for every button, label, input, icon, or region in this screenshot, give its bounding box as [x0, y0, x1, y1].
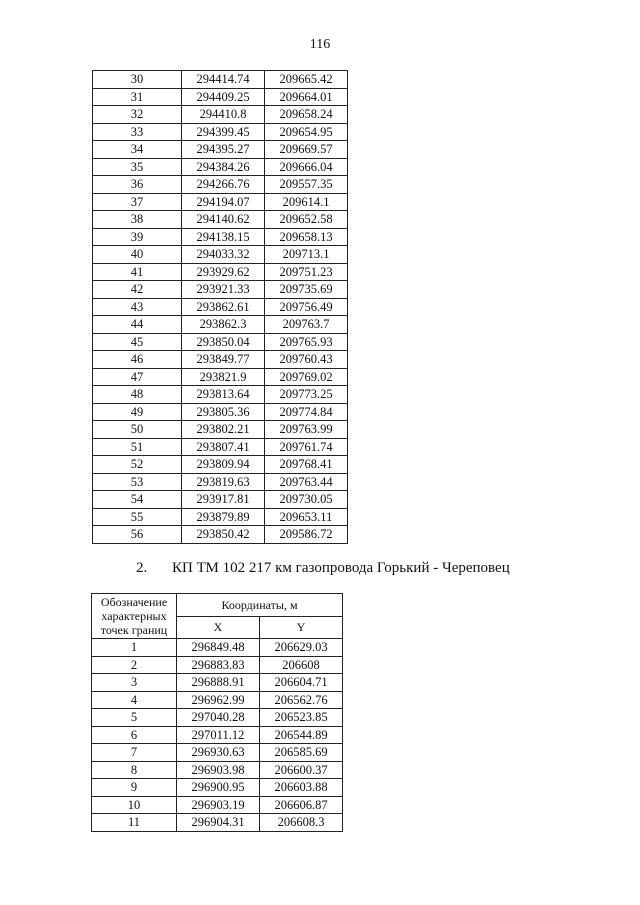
- x-coordinate-cell: 293809.94: [182, 456, 265, 474]
- y-coordinate-cell: 209654.95: [265, 123, 348, 141]
- y-coordinate-cell: 206600.37: [260, 761, 343, 779]
- y-coordinate-cell: 209761.74: [265, 438, 348, 456]
- table-row: [93, 316, 348, 334]
- point-number-cell: 40: [93, 246, 182, 264]
- x-coordinate-cell: 293821.9: [182, 368, 265, 386]
- point-number-cell: 45: [93, 333, 182, 351]
- table-row: [93, 456, 348, 474]
- table-row: [92, 639, 343, 657]
- point-number-cell: 39: [93, 228, 182, 246]
- header-coordinates: Координаты, м: [177, 594, 343, 617]
- point-number-cell: 3: [92, 674, 177, 692]
- point-number-cell: 31: [93, 88, 182, 106]
- section-title: КП ТМ 102 217 км газопровода Горький - Череповец: [172, 560, 510, 576]
- x-coordinate-cell: 294266.76: [182, 176, 265, 194]
- point-number-cell: 50: [93, 421, 182, 439]
- x-coordinate-cell: 297040.28: [177, 709, 260, 727]
- y-coordinate-cell: 209769.02: [265, 368, 348, 386]
- x-coordinate-cell: 294194.07: [182, 193, 265, 211]
- y-coordinate-cell: 206562.76: [260, 691, 343, 709]
- point-number-cell: 48: [93, 386, 182, 404]
- y-coordinate-cell: 209658.24: [265, 106, 348, 124]
- y-coordinate-cell: 209665.42: [265, 71, 348, 89]
- x-coordinate-cell: 293807.41: [182, 438, 265, 456]
- table-row: [93, 526, 348, 544]
- point-number-cell: 54: [93, 491, 182, 509]
- point-number-cell: 5: [92, 709, 177, 727]
- header-y: Y: [260, 616, 343, 639]
- point-number-cell: 10: [92, 796, 177, 814]
- y-coordinate-cell: 209664.01: [265, 88, 348, 106]
- point-number-cell: 37: [93, 193, 182, 211]
- x-coordinate-cell: 294409.25: [182, 88, 265, 106]
- table-row: [93, 193, 348, 211]
- table-row: [93, 246, 348, 264]
- point-number-cell: 30: [93, 71, 182, 89]
- x-coordinate-cell: 294033.32: [182, 246, 265, 264]
- y-coordinate-cell: 206585.69: [260, 744, 343, 762]
- y-coordinate-cell: 209763.99: [265, 421, 348, 439]
- x-coordinate-cell: 293802.21: [182, 421, 265, 439]
- x-coordinate-cell: 296900.95: [177, 779, 260, 797]
- y-coordinate-cell: 209768.41: [265, 456, 348, 474]
- section-number: 2.: [136, 560, 148, 576]
- y-coordinate-cell: 209658.13: [265, 228, 348, 246]
- table-row: [92, 726, 343, 744]
- x-coordinate-cell: 294399.45: [182, 123, 265, 141]
- y-coordinate-cell: 206608.3: [260, 814, 343, 832]
- point-number-cell: 46: [93, 351, 182, 369]
- y-coordinate-cell: 206523.85: [260, 709, 343, 727]
- table-row: [93, 368, 348, 386]
- table-row: [93, 88, 348, 106]
- point-number-cell: 8: [92, 761, 177, 779]
- point-number-cell: 4: [92, 691, 177, 709]
- x-coordinate-cell: 296903.98: [177, 761, 260, 779]
- y-coordinate-cell: 209763.7: [265, 316, 348, 334]
- table-row: [93, 508, 348, 526]
- point-number-cell: 52: [93, 456, 182, 474]
- header-x: X: [177, 616, 260, 639]
- y-coordinate-cell: 209760.43: [265, 351, 348, 369]
- table-row: [93, 298, 348, 316]
- table-row: [92, 691, 343, 709]
- table-row: [93, 351, 348, 369]
- y-coordinate-cell: 209765.93: [265, 333, 348, 351]
- table-row: [92, 656, 343, 674]
- table-row: [92, 761, 343, 779]
- table-row: [93, 473, 348, 491]
- table-row: [93, 211, 348, 229]
- y-coordinate-cell: 206606.87: [260, 796, 343, 814]
- x-coordinate-cell: 293850.42: [182, 526, 265, 544]
- header-points: Обозначение характерных точек границ: [92, 594, 177, 639]
- table-row: [92, 744, 343, 762]
- point-number-cell: 44: [93, 316, 182, 334]
- y-coordinate-cell: 209653.11: [265, 508, 348, 526]
- coordinates-table-body: [92, 639, 343, 832]
- table-row: [93, 263, 348, 281]
- x-coordinate-cell: 293929.62: [182, 263, 265, 281]
- y-coordinate-cell: 209557.35: [265, 176, 348, 194]
- y-coordinate-cell: 206544.89: [260, 726, 343, 744]
- x-coordinate-cell: 294384.26: [182, 158, 265, 176]
- table-row: [93, 438, 348, 456]
- x-coordinate-cell: 293813.64: [182, 386, 265, 404]
- point-number-cell: 47: [93, 368, 182, 386]
- point-number-cell: 36: [93, 176, 182, 194]
- y-coordinate-cell: 209730.05: [265, 491, 348, 509]
- y-coordinate-cell: 209774.84: [265, 403, 348, 421]
- y-coordinate-cell: 206603.88: [260, 779, 343, 797]
- point-number-cell: 49: [93, 403, 182, 421]
- x-coordinate-cell: 293805.36: [182, 403, 265, 421]
- y-coordinate-cell: 209763.44: [265, 473, 348, 491]
- x-coordinate-cell: 296903.19: [177, 796, 260, 814]
- table-row: [93, 158, 348, 176]
- x-coordinate-cell: 293917.81: [182, 491, 265, 509]
- point-number-cell: 35: [93, 158, 182, 176]
- table-row: [93, 141, 348, 159]
- x-coordinate-cell: 293849.77: [182, 351, 265, 369]
- y-coordinate-cell: 209614.1: [265, 193, 348, 211]
- x-coordinate-cell: 294414.74: [182, 71, 265, 89]
- y-coordinate-cell: 206604.71: [260, 674, 343, 692]
- point-number-cell: 11: [92, 814, 177, 832]
- table-row: [93, 228, 348, 246]
- x-coordinate-cell: 296962.99: [177, 691, 260, 709]
- table-row: [93, 403, 348, 421]
- table-row: [93, 421, 348, 439]
- x-coordinate-cell: 296849.48: [177, 639, 260, 657]
- x-coordinate-cell: 296904.31: [177, 814, 260, 832]
- y-coordinate-cell: 209713.1: [265, 246, 348, 264]
- point-number-cell: 33: [93, 123, 182, 141]
- coordinates-table-body: [93, 71, 348, 544]
- table-row: [93, 333, 348, 351]
- section-heading: [136, 560, 510, 577]
- x-coordinate-cell: 297011.12: [177, 726, 260, 744]
- point-number-cell: 38: [93, 211, 182, 229]
- table-row: [93, 281, 348, 299]
- table-row: [92, 674, 343, 692]
- point-number-cell: 34: [93, 141, 182, 159]
- y-coordinate-cell: 206608: [260, 656, 343, 674]
- point-number-cell: 55: [93, 508, 182, 526]
- x-coordinate-cell: 296930.63: [177, 744, 260, 762]
- table-row: [92, 779, 343, 797]
- x-coordinate-cell: 294140.62: [182, 211, 265, 229]
- table-row: [92, 814, 343, 832]
- point-number-cell: 1: [92, 639, 177, 657]
- table-row: [93, 71, 348, 89]
- x-coordinate-cell: 294138.15: [182, 228, 265, 246]
- x-coordinate-cell: 296888.91: [177, 674, 260, 692]
- y-coordinate-cell: 209751.23: [265, 263, 348, 281]
- y-coordinate-cell: 206629.03: [260, 639, 343, 657]
- x-coordinate-cell: 293862.3: [182, 316, 265, 334]
- point-number-cell: 41: [93, 263, 182, 281]
- point-number-cell: 9: [92, 779, 177, 797]
- x-coordinate-cell: 293879.89: [182, 508, 265, 526]
- y-coordinate-cell: 209666.04: [265, 158, 348, 176]
- table-row: [93, 123, 348, 141]
- y-coordinate-cell: 209735.69: [265, 281, 348, 299]
- point-number-cell: 6: [92, 726, 177, 744]
- y-coordinate-cell: 209652.58: [265, 211, 348, 229]
- y-coordinate-cell: 209756.49: [265, 298, 348, 316]
- point-number-cell: 53: [93, 473, 182, 491]
- coordinates-table-section-2: [91, 593, 343, 832]
- table-row: [93, 176, 348, 194]
- y-coordinate-cell: 209669.57: [265, 141, 348, 159]
- point-number-cell: 2: [92, 656, 177, 674]
- table-row: [93, 386, 348, 404]
- x-coordinate-cell: 293921.33: [182, 281, 265, 299]
- table-row: [92, 709, 343, 727]
- y-coordinate-cell: 209586.72: [265, 526, 348, 544]
- x-coordinate-cell: 293850.04: [182, 333, 265, 351]
- coordinates-table-continued: [92, 70, 348, 544]
- point-number-cell: 42: [93, 281, 182, 299]
- x-coordinate-cell: 293819.63: [182, 473, 265, 491]
- point-number-cell: 32: [93, 106, 182, 124]
- point-number-cell: 56: [93, 526, 182, 544]
- y-coordinate-cell: 209773.25: [265, 386, 348, 404]
- table-row: [93, 106, 348, 124]
- x-coordinate-cell: 294395.27: [182, 141, 265, 159]
- x-coordinate-cell: 294410.8: [182, 106, 265, 124]
- point-number-cell: 7: [92, 744, 177, 762]
- x-coordinate-cell: 293862.61: [182, 298, 265, 316]
- table-row: [92, 796, 343, 814]
- point-number-cell: 51: [93, 438, 182, 456]
- point-number-cell: 43: [93, 298, 182, 316]
- table-row: [93, 491, 348, 509]
- page-number: 116: [309, 37, 331, 52]
- x-coordinate-cell: 296883.83: [177, 656, 260, 674]
